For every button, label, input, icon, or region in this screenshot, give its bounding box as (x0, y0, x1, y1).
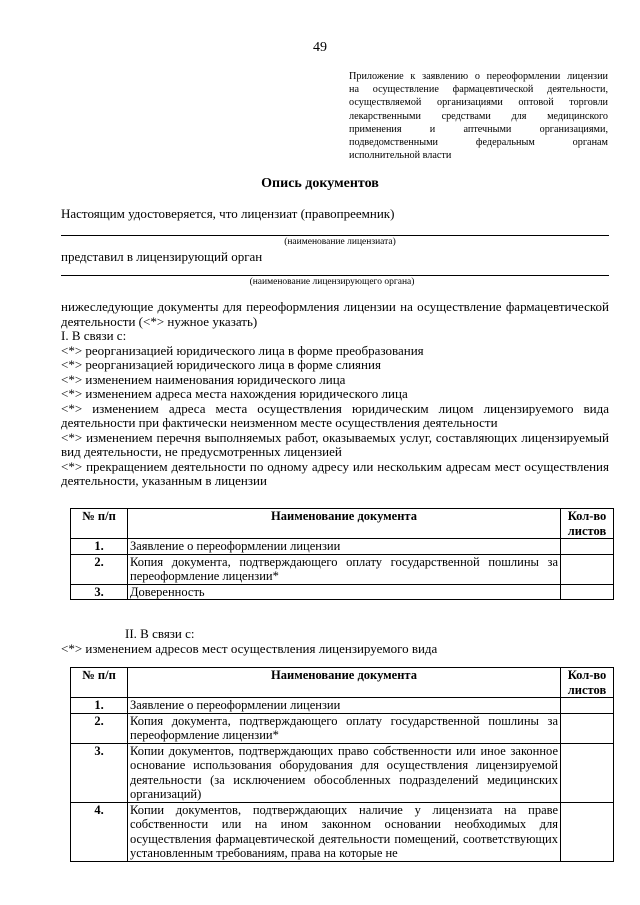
section1-item: <*> реорганизацией юридического лица в форме преобразования (61, 342, 424, 358)
intro-block (61, 300, 609, 489)
table-row (71, 539, 614, 555)
licensee-fill-line (61, 235, 609, 236)
certify-line: Настоящим удостоверяется, что лицензиат (правопреемник) (61, 206, 395, 221)
row-count (561, 713, 614, 743)
section1-item: <*> прекращением деятельности по одному адресу или нескольким адресам мест осуществления деятельности, указанным в лицензии (61, 458, 609, 488)
row-name: Доверенность (128, 584, 561, 600)
row-name: Копия документа, подтверждающего оплату государственной пошлины за переоформление лицензии* (128, 713, 561, 743)
appendix-line: Приложение к заявлению о переоформлении лицензии (349, 71, 608, 82)
table-header-row (71, 509, 614, 539)
row-num: 2. (71, 554, 128, 584)
table-row (71, 584, 614, 600)
section1-item: <*> изменением наименования юридического лица (61, 371, 346, 387)
appendix-note (349, 70, 608, 162)
page-number: 49 (313, 40, 327, 55)
section1-item: <*> изменением адреса места нахождения юридического лица (61, 386, 408, 401)
header-count: Кол-во листов (561, 668, 614, 698)
table-row (71, 713, 614, 743)
row-name: Копия документа, подтверждающего оплату государственной пошлины за переоформление лицензии* (128, 554, 561, 584)
intro-line: нижеследующие документы для переоформления лицензии на осуществление фармацевтической (61, 299, 609, 314)
header-name: Наименование документа (128, 668, 561, 698)
row-name: Заявление о переоформлении лицензии (128, 539, 561, 555)
table-row (71, 698, 614, 714)
section2-item: <*> изменением адресов мест осуществления лицензируемого вида (61, 640, 438, 656)
appendix-line: на осуществление фармацевтической деятельности, (349, 84, 608, 96)
appendix-line: лекарственными средствами для медицинского (349, 110, 608, 122)
table-header-row (71, 668, 614, 698)
header-num: № п/п (71, 509, 128, 539)
section1-item: <*> изменением перечня выполняемых работ, оказываемых услуг, составляющих лицензируемый вид деятельности, не предусмотренных лицензией (61, 429, 609, 459)
appendix-line: применения и аптечными организациями, (349, 123, 608, 135)
table-row (71, 743, 614, 802)
row-name: Заявление о переоформлении лицензии (128, 698, 561, 714)
header-num: № п/п (71, 668, 128, 698)
header-name: Наименование документа (128, 509, 561, 539)
row-num: 4. (71, 802, 128, 861)
row-count (561, 802, 614, 861)
section1-heading: I. В связи с: (61, 328, 127, 343)
appendix-line: осуществляемой организациями оптовой торговли (349, 97, 608, 109)
section1-item: <*> реорганизацией юридического лица в форме слияния (61, 357, 381, 372)
row-count (561, 554, 614, 584)
authority-fill-line (61, 275, 609, 276)
row-num: 1. (71, 539, 128, 555)
row-count (561, 584, 614, 600)
row-num: 1. (71, 698, 128, 714)
section1-item: <*> изменением адреса места осуществления юридическим лицом лицензируемого вида деятельности при фактически неизменном месте осуществления деятельности (61, 400, 609, 430)
table-row (71, 802, 614, 861)
authority-caption: (наименование лицензирующего органа) (249, 277, 415, 287)
documents-table-1 (70, 508, 614, 600)
appendix-line: подведомственными федеральным органам (349, 137, 608, 149)
row-count (561, 743, 614, 802)
submitted-line: представил в лицензирующий орган (61, 249, 263, 264)
row-count (561, 539, 614, 555)
row-count (561, 698, 614, 714)
row-name: Копии документов, подтверждающих наличие у лицензиата на праве собственности или на ином законном основании необходимых для осуществления фармацевтической деятельности помещений, соответствующих установленным требованиям, права на которые не (128, 802, 561, 861)
intro-line: деятельности (<*> нужное указать) (61, 313, 258, 329)
header-count: Кол-во листов (561, 509, 614, 539)
table-row (71, 554, 614, 584)
row-num: 3. (71, 584, 128, 600)
documents-table-2 (70, 667, 614, 862)
appendix-line: исполнительной власти (349, 150, 452, 162)
row-num: 2. (71, 713, 128, 743)
section2-block (61, 627, 609, 656)
document-title: Опись документов (261, 176, 379, 191)
section2-heading: II. В связи с: (125, 626, 195, 641)
row-name: Копии документов, подтверждающих право собственности или иное законное основание использования оборудования для осуществления лицензируемой деятельности (за исключением обособленных подразделений медицинских организаций) (128, 743, 561, 802)
row-num: 3. (71, 743, 128, 802)
licensee-caption: (наименование лицензиата) (284, 237, 396, 247)
